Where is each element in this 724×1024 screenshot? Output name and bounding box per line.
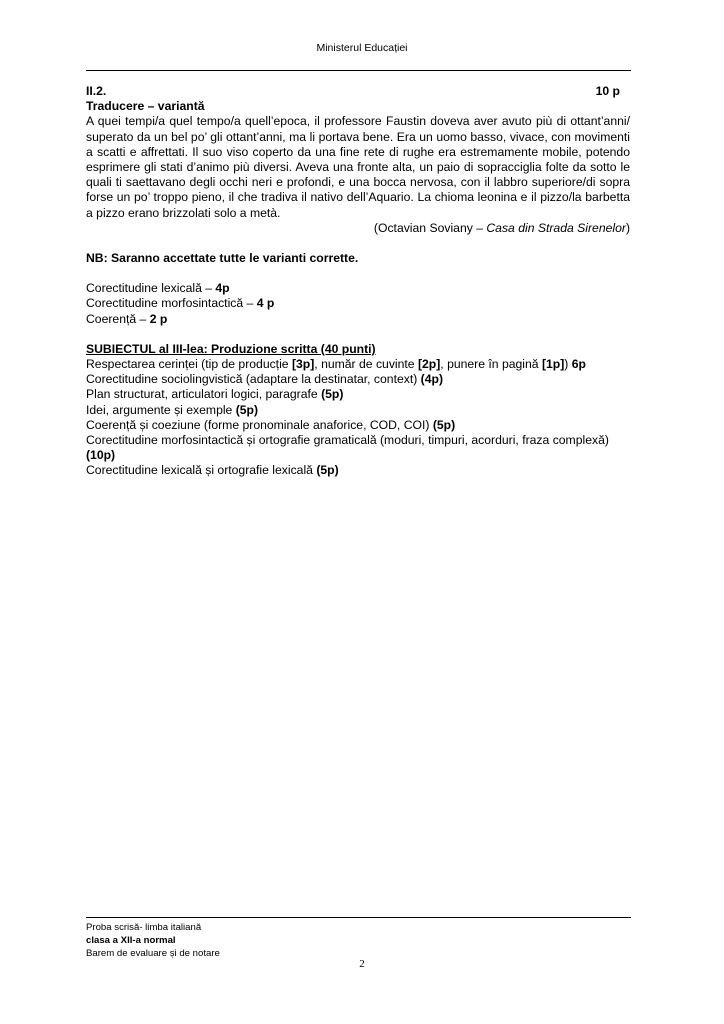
criterion-points: 2 p — [149, 311, 168, 326]
footer-divider — [86, 917, 631, 918]
section-id: II.2. — [86, 84, 107, 98]
item-text: Plan structurat, articulatori logici, paragrafe — [86, 387, 322, 402]
criterion-label: Corectitudine morfosintactică – — [86, 296, 257, 311]
criterion-points: 4 p — [256, 296, 275, 311]
points-part: [1p] — [541, 357, 565, 372]
text-part: ) — [564, 357, 572, 372]
note: NB: Saranno accettate tutte le varianti corrette. — [86, 251, 359, 266]
subiect3-item — [86, 463, 630, 478]
page-number: 2 — [359, 958, 365, 970]
translation-paragraph: A quei tempi/a quel tempo/a quell’epoca, il professore Faustin doveva aver avuto più di ottant’anni/ superato da un bel po’ gli ottant’anni, ma li portava bene. Era un uomo basso, vivace, con movimenti a scatti e affrettati. Il suo viso coperto da una fine rete di rughe era estremamente mobile, potendo esprimere gli stati d’animo più diversi. Aveva una fronte alta, un paio di sopracciglia folte da sotto le quali ti saettavano degli occhi neri e profondi, e una bocca nervosa, con il labbro superiore/di sopra forse un po’ troppo pieno, il che tradiva il nativo dell’Aquario. La chioma leonina e il pizzo/la barbetta a pizzo erano brizzolati solo a metà. — [86, 114, 630, 220]
item-text: Corectitudine lexicală și ortografie lexicală — [86, 463, 317, 478]
points-part: [3p] — [291, 357, 315, 372]
document-body — [86, 84, 630, 479]
item-text: Coerență și coeziune (forme pronominale anaforice, COD, COI) — [86, 417, 433, 432]
criteria-list — [86, 281, 630, 327]
criterion-item — [86, 296, 630, 311]
item-points: (5p) — [235, 402, 259, 417]
criterion-points: 4p — [215, 281, 230, 296]
item-points: (10p) — [86, 448, 116, 463]
points-part: [2p] — [417, 357, 441, 372]
item-points: (4p) — [420, 372, 443, 387]
criterion-item — [86, 312, 630, 327]
citation — [86, 221, 630, 236]
item-text: Idei, argumente și exemple — [86, 402, 236, 417]
item-text: Corectitudine morfosintactică și ortografie gramaticală (moduri, timpuri, acorduri, fraza complexă) — [86, 433, 609, 448]
subiect3-item — [86, 387, 630, 402]
item-points: (5p) — [316, 463, 339, 478]
subiect3-line1 — [86, 357, 630, 372]
citation-suffix: ) — [625, 220, 630, 235]
citation-title: Casa din Strada Sirenelor — [486, 220, 626, 235]
footer-barem: Barem de evaluare și de notare — [86, 948, 220, 959]
page-footer — [86, 921, 486, 960]
footer-exam: Proba scrisă- limba italiană — [86, 922, 202, 933]
page-header: Ministerul Educației — [316, 42, 408, 54]
text-part: , număr de cuvinte — [314, 357, 418, 372]
footer-class: clasa a XII-a normal — [86, 935, 176, 946]
text-part: Respectarea cerinței (tip de producție — [86, 357, 292, 372]
criterion-label: Coerență – — [86, 311, 150, 326]
points-part: 6p — [571, 357, 586, 372]
item-points: (5p) — [321, 387, 344, 402]
text-part: , punere în pagină — [440, 357, 542, 372]
section-heading — [86, 84, 630, 99]
header-divider — [86, 70, 631, 71]
subiect3-item — [86, 372, 630, 387]
item-points: (5p) — [432, 417, 456, 432]
citation-prefix: (Octavian Soviany – — [373, 220, 487, 235]
subiect3-item — [86, 403, 630, 418]
item-text: Corectitudine sociolingvistică (adaptare la destinatar, context) — [86, 372, 421, 387]
section-points: 10 p — [595, 84, 620, 98]
criterion-label: Corectitudine lexicală – — [86, 281, 216, 296]
subiect3-item — [86, 418, 630, 433]
subiect3-item — [86, 433, 630, 463]
subiect3-title: SUBIECTUL al III-lea: Produzione scritta (40 punti) — [86, 341, 376, 356]
section-subtitle: Traducere – variantă — [86, 99, 205, 114]
criterion-item — [86, 281, 630, 296]
